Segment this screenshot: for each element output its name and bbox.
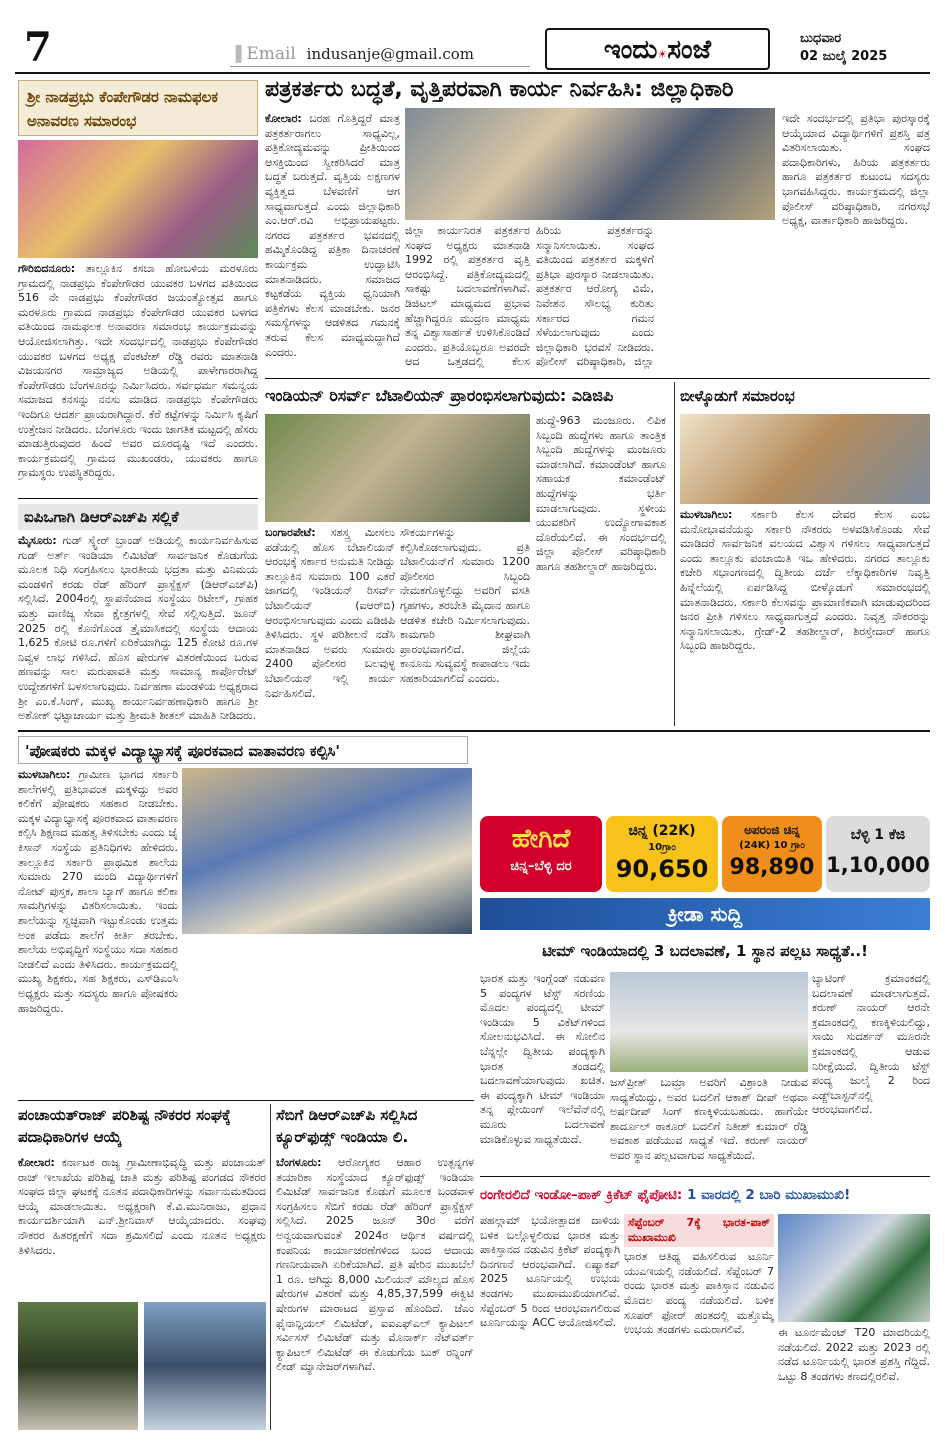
story2-headline: ಐಪಿಒಗಾಗಿ ಡಿಆರ್‌ಎಚ್‌ಪಿ ಸಲ್ಲಿಕೆ — [18, 504, 258, 530]
biliko-photo — [680, 414, 930, 504]
sports2-photo — [778, 1214, 930, 1322]
page-number: 7 — [24, 24, 52, 71]
sebi-headline: ಸೆಬಿಗೆ ಡಿಆರ್‌ಎಚ್‌ಪಿ ಸಲ್ಲಿಸಿದ ಕ್ಯೂರ್‌ಫುಡ್ಸ್ ಇಂಡಿಯಾ ಲಿ. — [276, 1106, 418, 1146]
gold22-label: ಚಿನ್ನ (22K) — [628, 823, 696, 839]
irb-photo — [265, 414, 530, 522]
biliko-dateline: ಮುಳಬಾಗಿಲು: — [680, 508, 733, 521]
top-story-col4-a — [660, 112, 790, 370]
gold24-value: 98,890 — [729, 855, 815, 880]
story3-text: ಗ್ರಾಮೀಣ ಭಾಗದ ಸರ್ಕಾರಿ ಶಾಲೆಗಳಲ್ಲಿ ಪ್ರತಿಭಾವಂತ ಮಕ್ಕಳಿದ್ದು ಅವರ ಕಲಿಕೆಗೆ ಪೋಷಕರು ಸಹಕಾರ ನೀಡಬೇಕು. ಮಕ್ಕಳ ವಿದ್ಯಾಭ್ಯಾಸಕ್ಕೆ ಪೂರಕವಾದ ವಾತಾವರಣ ಕಲ್ಪಿಸಿ ಶಿಕ್ಷಣದ ಮಹತ್ವ ತಿಳಿಸಬೇಕು ಎಂದು ಜೈ ಕಿಸಾನ್ ಸಂಸ್ಥೆಯ ಪ್ರತಿನಿಧಿಗಳು ಹೇಳಿದರು. ತಾಲ್ಲೂಕಿನ ಸರ್ಕಾರಿ ಪ್ರಾಥಮಿಕ ಶಾಲೆಯ ಸುಮಾರು 270 ಮಂದಿ ವಿದ್ಯಾರ್ಥಿಗಳಿಗೆ ನೋಟ್ ಪುಸ್ತಕ, ಶಾಲಾ ಬ್ಯಾಗ್ ಹಾಗೂ ಕಲಿಕಾ ಸಾಮಗ್ರಿಗಳನ್ನು ವಿತರಿಸಲಾಯಿತು. ಇಂದು ಶಾಲೆಯನ್ನು ಸ್ವಚ್ಛವಾಗಿ ಇಟ್ಟುಕೊಂಡು ಉತ್ತಮ ಅಂಕ ಪಡೆದು ಶಾಲೆಗೆ ಕೀರ್ತಿ ತರಬೇಕು. ಶಾಲೆಯ ಅಭಿವೃದ್ಧಿಗೆ ಸಂಸ್ಥೆಯು ಸದಾ ಸಹಕಾರ ನೀಡಲಿದೆ ಎಂದು ತಿಳಿಸಿದರು. ಕಾರ್ಯಕ್ರಮದಲ್ಲಿ ಮುಖ್ಯ ಶಿಕ್ಷಕರು, ಸಹ ಶಿಕ್ಷಕರು, ಎಸ್‌ಡಿಎಂಸಿ ಅಧ್ಯಕ್ಷರು ಮತ್ತು ಸದಸ್ಯರು ಹಾಗೂ ಪೋಷಕರು ಹಾಜರಿದ್ದರು. — [18, 768, 178, 1015]
sports-headline2-a: ರಂಗೇರಲಿದೆ ಇಂಡೋ–ಪಾಕ್ ಕ್ರಿಕೆಟ್ ಫೈಪೋಟಿ: — [480, 1187, 683, 1203]
sports1-photo — [610, 972, 808, 1072]
masthead — [545, 28, 770, 70]
story3-dateline: ಮುಳಬಾಗಿಲು: — [18, 768, 71, 781]
top-story-headline: ಪತ್ರಕರ್ತರು ಬದ್ಧತೆ, ವೃತ್ತಿಪರವಾಗಿ ಕಾರ್ಯ ನಿರ್ವಹಿಸಿ: ಜಿಲ್ಲಾಧಿಕಾರಿ — [265, 77, 734, 102]
story2-body — [18, 534, 258, 724]
sports2-col2-text: ಭಾರತ ಆತಿಥ್ಯ ವಹಿಸಲಿರುವ ಟೂರ್ನಿ ಯುಎಇಯಲ್ಲಿ ನಡೆಯಲಿದೆ. ಸೆಪ್ಟೆಂಬರ್ 7 ರಂದು ಭಾರತ ಮತ್ತು ಪಾಕಿಸ್ತಾನ ನಡುವಿನ ಮೊದಲ ಪಂದ್ಯ ನಡೆಯಲಿದೆ. ಬಳಿಕ ಸೂಪರ್ ಫೋರ್ ಹಂತದಲ್ಲಿ ಮತ್ತೊಮ್ಮೆ ಉಭಯ ತಂಡಗಳು ಎದುರಾಗಲಿವೆ. — [624, 1250, 774, 1337]
sebi-divider — [270, 1104, 271, 1430]
story3-rule — [18, 1100, 474, 1101]
sports2-box-title: ಸೆಪ್ಟೆಂಬರ್ 7ಕ್ಕೆ ಭಾರತ-ಪಾಕ್ ಮುಖಾಮುಖಿ — [624, 1214, 774, 1247]
biliko-headline: ಬೀಳ್ಕೊಡುಗೆ ಸಮಾರಂಭ — [680, 387, 795, 405]
sports-headline1: ಟೀಮ್ ಇಂಡಿಯಾದಲ್ಲಿ 3 ಬದಲಾವಣೆ, 1 ಸ್ಥಾನ ಪಲ್ಲಟ ಸಾಧ್ಯತೆ..! — [542, 942, 868, 960]
sports-rule — [480, 1176, 930, 1177]
story1-rule — [18, 498, 258, 499]
email-label: Email — [246, 44, 296, 64]
top-story-col3: ಹಿರಿಯ ಪತ್ರಕರ್ತರನ್ನು ಸನ್ಮಾನಿಸಲಾಯಿತು. ಸಂಘದ ವತಿಯಿಂದ ಪತ್ರಕರ್ತರ ಮಕ್ಕಳಿಗೆ ಪ್ರತಿಭಾ ಪುರಸ್ಕಾರ ನೀಡಲಾಯಿತು. ಪತ್ರಕರ್ತರ ಆರೋಗ್ಯ ವಿಮೆ, ನಿವೇಶನ ಸೌಲಭ್ಯ ಕುರಿತು ಸರ್ಕಾರದ ಗಮನ ಸೆಳೆಯಲಾಗುವುದು ಎಂದು ಜಿಲ್ಲಾಧಿಕಾರಿ ಭರವಸೆ ನೀಡಿದರು. ಪೊಲೀಸ್ ವರಿಷ್ಠಾಧಿಕಾರಿ, ಜಿಲ್ಲಾ — [536, 224, 654, 369]
story4-text: ಕರ್ನಾಟಕ ರಾಜ್ಯ ಗ್ರಾಮೀಣಾಭಿವೃದ್ಧಿ ಮತ್ತು ಪಂಚಾಯತ್ ರಾಜ್ ಇಲಾಖೆಯ ಪರಿಶಿಷ್ಟ ಜಾತಿ ಮತ್ತು ಪರಿಶಿಷ್ಟ ಪಂಗಡದ ನೌಕರರ ಸಂಘದ ಜಿಲ್ಲಾ ಘಟಕಕ್ಕೆ ನೂತನ ಪದಾಧಿಕಾರಿಗಳನ್ನು ಸರ್ವಾನುಮತದಿಂದ ಆಯ್ಕೆ ಮಾಡಲಾಯಿತು. ಅಧ್ಯಕ್ಷರಾಗಿ ಕೆ.ವಿ.ಮುನಿರಾಜು, ಪ್ರಧಾನ ಕಾರ್ಯದರ್ಶಿಯಾಗಿ ಎನ್.ಶ್ರೀನಿವಾಸ್ ಆಯ್ಕೆಯಾದರು. ಸಂಘವು ನೌಕರರ ಹಿತರಕ್ಷಣೆಗೆ ಸದಾ ಶ್ರಮಿಸಲಿದೆ ಎಂದು ನೂತನ ಅಧ್ಯಕ್ಷರು ತಿಳಿಸಿದರು. — [18, 1156, 266, 1257]
sports1-col1: ಭಾರತ ಮತ್ತು ಇಂಗ್ಲೆಂಡ್ ನಡುವಣ 5 ಪಂದ್ಯಗಳ ಟೆಸ್ಟ್ ಸರಣಿಯ ಮೊದಲ ಪಂದ್ಯದಲ್ಲಿ ಟೀಮ್ ಇಂಡಿಯಾ 5 ವಿಕೆಟ್‌ಗಳಿಂದ ಸೋಲನುಭವಿಸಿದೆ. ಈ ಸೋಲಿನ ಬೆನ್ನಲ್ಲೇ ದ್ವಿತೀಯ ಪಂದ್ಯಕ್ಕಾಗಿ ಭಾರತ ತಂಡದಲ್ಲಿ ಬದಲಾವಣೆಯಾಗುವುದು ಖಚಿತ. ಈ ಪಂದ್ಯಕ್ಕಾಗಿ ಟೀಮ್ ಇಂಡಿಯಾ ತನ್ನ ಪ್ಲೇಯಿಂಗ್ ಇಲೆವೆನ್‌ನಲ್ಲಿ ಮೂರು ಬದಲಾವಣೆ ಮಾಡಿಕೊಳ್ಳುವ ಸಾಧ್ಯತೆಯಿದೆ. — [480, 972, 605, 1146]
irb-col2: ಸೌಕರ್ಯಗಳನ್ನು ಕಲ್ಪಿಸಿಕೊಡಲಾಗುವುದು. ಪ್ರತಿ ಬೆಟಾಲಿಯನ್‌ಗೆ ಸುಮಾರು 1200 ಪೊಲೀಸರ ಸಿಬ್ಬಂದಿ ನೇಮಕಗೊಳ್ಳಲಿದ್ದು ಅವರಿಗೆ ವಸತಿ ಗೃಹಗಳು, ತರಬೇತಿ ಮೈದಾನ ಹಾಗೂ ಆಡಳಿತ ಕಚೇರಿ ನಿರ್ಮಿಸಲಾಗುವುದು. ಕಾಮಗಾರಿ ಶೀಘ್ರವಾಗಿ ಪ್ರಾರಂಭವಾಗಲಿದೆ. ಜಿಲ್ಲೆಯ ಕಾನೂನು ಸುವ್ಯವಸ್ಥೆ ಕಾಪಾಡಲು ಇದು ಸಹಕಾರಿಯಾಗಲಿದೆ ಎಂದರು. — [400, 526, 530, 685]
sebi-body — [276, 1156, 474, 1430]
top-story-dateline: ಕೋಲಾರ: — [265, 112, 302, 125]
irb-headline: ಇಂಡಿಯನ್ ರಿಸರ್ವ್ ಬೆಟಾಲಿಯನ್ ಪ್ರಾರಂಭಿಸಲಾಗುವುದು: ಎಡಿಜಿಪಿ — [265, 386, 614, 405]
story1-headline: ಶ್ರೀ ನಾಡಪ್ರಭು ಕೆಂಪೇಗೌಡರ ನಾಮಫಲಕ ಅನಾವರಣ ಸಮಾರಂಭ — [18, 80, 258, 136]
sports2-col1: ಪಹಲ್ಗಾಮ್ ಭಯೋತ್ಪಾದಕ ದಾಳಿಯ ಬಳಿಕ ಬಲ್ಗೊಳ್ಳಲಿರುವ ಭಾರತ ಮತ್ತು ಪಾಕಿಸ್ತಾನದ ನಡುವಿನ ಕ್ರಿಕೆಟ್ ಪಂದ್ಯಕ್ಕಾಗಿ ದಿನಗಣನೆ ಆರಂಭವಾಗಿದೆ. ಏಷ್ಯಾಕಪ್ 2025 ಟೂರ್ನಿಯಲ್ಲಿ ಉಭಯ ತಂಡಗಳು ಮುಖಾಮುಖಿಯಾಗಲಿವೆ. ಸೆಪ್ಟೆಂಬರ್ 5 ರಿಂದ ಆರಂಭವಾಗಲಿರುವ ಟೂರ್ನಿಯನ್ನು ACC ಆಯೋಜಿಸಲಿದೆ. — [480, 1214, 620, 1330]
story1-text: ತಾಲ್ಲೂಕಿನ ಕಸಬಾ ಹೋಬಳಿಯ ಮರಳೂರು ಗ್ರಾಮದಲ್ಲಿ ನಾಡಪ್ರಭು ಕೆಂಪೇಗೌಡರ ಯುವಕರ ಬಳಗದ ವತಿಯಿಂದ 516 ನೇ ನಾಡಪ್ರಭು ಕೆಂಪೇಗೌಡರ ಜಯಂತ್ಯೋತ್ಸವ ಹಾಗೂ ಮರಳೂರು ಗ್ರಾಮದ ನಾಡಪ್ರಭು ಕೆಂಪೇಗೌಡರ ಯುವಕರ ಬಳಗದ ವತಿಯಿಂದ ನಾಮಫಲಕ ಅನಾವರಣ ಸಮಾರಂಭ ಕಾರ್ಯಕ್ರಮವನ್ನು ಆಯೋಜಿಸಲಾಗಿತ್ತು. ಇದೇ ಸಂದರ್ಭದಲ್ಲಿ ನಾಡಪ್ರಭು ಕೆಂಪೇಗೌಡರ ಯುವಕರ ಬಳಗದ ಅಧ್ಯಕ್ಷ ವೆಂಕಟೇಶ್ ರೆಡ್ಡಿ ರವರು ಮಾತನಾಡಿ ವಿಜಯನಗರ ಸಾಮ್ರಾಜ್ಯದ ಅಡಿಯಲ್ಲಿ ಪಾಳೇಗಾರರಾಗಿದ್ದ ಕೆಂಪೇಗೌಡರು ಬೆಂಗಳೂರನ್ನು ನಿರ್ಮಿಸಿದರು. ಸರ್ವಧರ್ಮ ಸಮನ್ವಯ ಸಮಾಜದ ಕನಸನ್ನು ನನಸು ಮಾಡಿದ ನಾಡಪ್ರಭು ಕೆಂಪೇಗೌಡರು ಇಂದಿಗೂ ಆದರ್ಶ ಪ್ರಾಯರಾಗಿದ್ದಾರೆ. ಕೆರೆ ಕಟ್ಟೆಗಳನ್ನು ನಿರ್ಮಿಸಿ ಕೃಷಿಗೆ ಉತ್ತೇಜನ ನೀಡಿದರು. ಬೆಂಗಳೂರು ಇಂದು ಜಾಗತಿಕ ಮಟ್ಟದಲ್ಲಿ ಹೆಸರು ಮಾಡುತ್ತಿರುವುದರ ಹಿಂದೆ ಅವರ ದೂರದೃಷ್ಟಿ ಇದೆ ಎಂದರು. ಕಾರ್ಯಕ್ರಮದಲ್ಲಿ ಗ್ರಾಮದ ಮುಖಂಡರು, ಯುವಕರು ಹಾಗೂ ಗ್ರಾಮಸ್ಥರು ಉಪಸ್ಥಿತರಿದ್ದರು. — [18, 262, 258, 480]
price-title-box — [480, 816, 602, 892]
story1-body — [18, 262, 258, 494]
price-title: ಹೇಗಿದೆ — [511, 824, 571, 854]
story3-photo — [182, 768, 472, 934]
gold22-box — [606, 816, 718, 892]
biliko-body — [680, 508, 930, 726]
story2-text: ಗುಡ್ ಸ್ಕ್ವೇರ್ ಬ್ರಾಂಡ್ ಅಡಿಯಲ್ಲಿ ಕಾರ್ಯನಿರ್ವಹಿಸುವ ಗುಡ್ ಅರ್ತ್ ಇಂಡಿಯಾ ಲಿಮಿಟೆಡ್ ಸಾರ್ವಜನಿಕ ಕೊಡುಗೆಯ ಮೂಲಕ ನಿಧಿ ಸಂಗ್ರಹಿಸಲು ಭಾರತೀಯ ಭದ್ರತಾ ಮತ್ತು ವಿನಿಮಯ ಮಂಡಳಿಗೆ ಕರಡು ರೆಡ್ ಹೆರಿಂಗ್ ಪ್ರಾಸ್ಪೆಕ್ಟಸ್ (ಡಿಆರ್‌ಎಚ್‌ಪಿ) ಸಲ್ಲಿಸಿದೆ. 2004ರಲ್ಲಿ ಸ್ಥಾಪನೆಯಾದ ಸಂಸ್ಥೆಯು ರಿಟೇಲ್, ಗ್ರಾಹಕ ಮತ್ತು ವಾಣಿಜ್ಯ ಸೇವಾ ಕ್ಷೇತ್ರಗಳಲ್ಲಿ ಸೇವೆ ಸಲ್ಲಿಸುತ್ತಿದೆ. ಜೂನ್ 2025 ರಲ್ಲಿ ಕೊನೆಗೊಂಡ ತ್ರೈಮಾಸಿಕದಲ್ಲಿ ಸಂಸ್ಥೆಯ ಆದಾಯ 1,625 ಕೋಟಿ ರೂ.ಗಳಿಗೆ ಏರಿಕೆಯಾಗಿದ್ದು 125 ಕೋಟಿ ರೂ.ಗಳ ನಿವ್ವಳ ಲಾಭ ಗಳಿಸಿದೆ. ಹೊಸ ಷೇರುಗಳ ವಿತರಣೆಯಿಂದ ಬರುವ ಹಣವನ್ನು ಸಾಲ ಮರುಪಾವತಿ ಮತ್ತು ಸಾಮಾನ್ಯ ಕಾರ್ಪೊರೇಟ್ ಉದ್ದೇಶಗಳಿಗೆ ಬಳಸಲಾಗುವುದು. ನಿರ್ವಹಣಾ ಮಂಡಳಿಯ ಅಧ್ಯಕ್ಷರಾದ ಶ್ರೀ ಎಂ.ಕೆ.ಸಿಂಗ್, ಮುಖ್ಯ ಕಾರ್ಯನಿರ್ವಹಣಾಧಿಕಾರಿ ಹಾಗೂ ಶ್ರೀ ಅಶೋಕ್ ಭಟ್ಟಾಚಾರ್ಯ ಮತ್ತು ಶ್ರೀಮತಿ ಶೀತಲ್ ಮಾಹಿತಿ ನೀಡಿದರು. — [18, 534, 258, 723]
sports-headline2-b: 1 ವಾರದಲ್ಲಿ 2 ಬಾರಿ ಮುಖಾಮುಖಿ! — [682, 1187, 851, 1203]
story4-photo-2 — [144, 1302, 266, 1430]
top-story-col1-text: ಬರಹ ಗೊತ್ತಿದ್ದರೆ ಮಾತ್ರ ಪತ್ರಕರ್ತರಾಗಲು ಸಾಧ್ಯವಿಲ್ಲ, ಪತ್ರಿಕೋದ್ಯಮವನ್ನು ಪ್ರೀತಿಯಿಂದ ಆಸಕ್ತಿಯಿಂದ ಸ್ವೀಕರಿಸಿದರೆ ಮಾತ್ರ ಬದ್ಧತೆ ಬರುತ್ತದೆ. ವೃತ್ತಿಯ ಲಕ್ಷಣಗಳ ವ್ಯಕ್ತಿತ್ವದ ಬೆಳವಣಿಗೆ ಆಗ ಸಾಧ್ಯವಾಗುತ್ತದೆ ಎಂದು ಜಿಲ್ಲಾಧಿಕಾರಿ ಎಂ.ಆರ್.ರವಿ ಅಭಿಪ್ರಾಯಪಟ್ಟರು. ನಗರದ ಪತ್ರಕರ್ತರ ಭವನದಲ್ಲಿ ಹಮ್ಮಿಕೊಂಡಿದ್ದ ಪತ್ರಿಕಾ ದಿನಾಚರಣೆ ಕಾರ್ಯಕ್ರಮ ಉದ್ಘಾಟಿಸಿ ಮಾತನಾಡಿದರು. ಸಮಾಜದ ಕಟ್ಟಕಡೆಯ ವ್ಯಕ್ತಿಯ ಧ್ವನಿಯಾಗಿ ಪತ್ರಿಕೆಗಳು ಕೆಲಸ ಮಾಡಬೇಕು. ಜನರ ಸಮಸ್ಯೆಗಳನ್ನು ಆಡಳಿತದ ಗಮನಕ್ಕೆ ತರುವ ಕೆಲಸ ಮಾಧ್ಯಮದ್ದಾಗಿದೆ ಎಂದರು. — [265, 112, 400, 359]
mail-icon: ▐ — [230, 45, 242, 63]
story3-col1 — [18, 768, 178, 1098]
email-line — [230, 44, 474, 64]
sports2-col2 — [624, 1214, 774, 1430]
irb-col1-text: ಸಶಸ್ತ್ರ ಮೀಸಲು ಪಡೆಯಲ್ಲಿ ಹೊಸ ಬೆಟಾಲಿಯನ್ ಆರಂಭಕ್ಕೆ ಸರ್ಕಾರ ಅನುಮತಿ ನೀಡಿದ್ದು ತಾಲ್ಲೂಕಿನ ಸುಮಾರು 100 ಎಕರೆ ಜಾಗದಲ್ಲಿ ಇಂಡಿಯನ್ ರಿಸರ್ವ್ ಬೆಟಾಲಿಯನ್ (ಐಆರ್‌ಬಿ) ಆರಂಭಿಸಲಾಗುವುದು ಎಂದು ಎಡಿಜಿಪಿ ತಿಳಿಸಿದರು. ಸ್ಥಳ ಪರಿಶೀಲನೆ ನಡೆಸಿ ಮಾತನಾಡಿದ ಅವರು ಸುಮಾರು 2400 ಪೊಲೀಸರ ಬಲವುಳ್ಳ ಬೆಟಾಲಿಯನ್ ಇಲ್ಲಿ ಕಾರ್ಯ ನಿರ್ವಹಿಸಲಿದೆ. — [265, 526, 395, 700]
sports-headline2 — [480, 1180, 930, 1210]
gold24-box — [722, 816, 822, 892]
mid-rule — [18, 730, 930, 732]
email-address[interactable]: indusanje@gmail.com — [306, 45, 474, 63]
sports2-col3: ಈ ಟೂರ್ನಮೆಂಟ್ T20 ಮಾದರಿಯಲ್ಲಿ ನಡೆಯಲಿದೆ. 2022 ಮತ್ತು 2023 ರಲ್ಲಿ ನಡೆದ ಟೂರ್ನಿಯಲ್ಲಿ ಭಾರತ ಪ್ರಶಸ್ತಿ ಗೆದ್ದಿದೆ. ಒಟ್ಟು 8 ತಂಡಗಳು ಕಣದಲ್ಲಿರಲಿವೆ. — [778, 1326, 930, 1383]
top-story-rule — [265, 378, 930, 379]
silver-value: 1,10,000 — [826, 853, 930, 877]
weekday: ಬುಧವಾರ — [800, 31, 842, 46]
top-story-col4: ಇದೇ ಸಂದರ್ಭದಲ್ಲಿ ಪ್ರತಿಭಾ ಪುರಸ್ಕಾರಕ್ಕೆ ಆಯ್ಕೆಯಾದ ವಿದ್ಯಾರ್ಥಿಗಳಿಗೆ ಪ್ರಶಸ್ತಿ ಪತ್ರ ವಿತರಿಸಲಾಯಿತು. ಸಂಘದ ಪದಾಧಿಕಾರಿಗಳು, ಹಿರಿಯ ಪತ್ರಕರ್ತರು ಹಾಗೂ ಪತ್ರಕರ್ತರ ಕುಟುಂಬ ಸದಸ್ಯರು ಭಾಗವಹಿಸಿದ್ದರು. ಕಾರ್ಯಕ್ರಮದಲ್ಲಿ ಜಿಲ್ಲಾ ಪೊಲೀಸ್ ವರಿಷ್ಠಾಧಿಕಾರಿ, ನಗರಸಭೆ ಅಧ್ಯಕ್ಷ, ವಾರ್ತಾಧಿಕಾರಿ ಹಾಜರಿದ್ದರು. — [782, 112, 930, 228]
sports-section-title: ಕ್ರೀಡಾ ಸುದ್ದಿ — [480, 898, 930, 930]
story3-headline: 'ಪೋಷಕರು ಮಕ್ಕಳ ವಿದ್ಯಾಭ್ಯಾಸಕ್ಕೆ ಪೂರಕವಾದ ವಾತಾವರಣ ಕಲ್ಪಿಸಿ' — [18, 736, 468, 764]
silver-box — [826, 816, 930, 892]
story4-headline: ಪಂಚಾಯತ್‌ರಾಜ್ ಪರಿಶಿಷ್ಟ ನೌಕರರ ಸಂಘಕ್ಕೆ ಪದಾಧಿಕಾರಿಗಳ ಆಯ್ಕೆ — [18, 1106, 231, 1146]
gold22-value: 90,650 — [615, 855, 709, 883]
masthead-right: ಸಂಜೆ — [667, 35, 712, 65]
story1-dateline: ಗೌರಿಬಿದನೂರು: — [18, 262, 76, 275]
top-story-col1 — [265, 112, 400, 370]
story4-dateline: ಕೋಲಾರ: — [18, 1156, 55, 1169]
irb-divider — [674, 382, 675, 726]
sebi-text: ಆರೋಗ್ಯಕರ ಆಹಾರ ಉತ್ಪನ್ನಗಳ ತಯಾರಿಕಾ ಸಂಸ್ಥೆಯಾದ ಕ್ಯೂರ್‌ಫುಡ್ಸ್ ಇಂಡಿಯಾ ಲಿಮಿಟೆಡ್ ಸಾರ್ವಜನಿಕ ಕೊಡುಗೆ ಮೂಲಕ ಬಂಡವಾಳ ಸಂಗ್ರಹಿಸಲು ಸೆಬಿಗೆ ಕರಡು ರೆಡ್ ಹೆರಿಂಗ್ ಪ್ರಾಸ್ಪೆಕ್ಟಸ್ ಸಲ್ಲಿಸಿದೆ. 2025 ಜೂನ್ 30ರ ವರೆಗೆ ಅನ್ವಯವಾಗುವಂತೆ 2024ರ ಆರ್ಥಿಕ ವರ್ಷದಲ್ಲಿ ಕಂಪನಿಯ ಕಾರ್ಯಾಚರಣೆಗಳಿಂದ ಬಂದ ಆದಾಯ ಗಣನೀಯವಾಗಿ ಏರಿಕೆಯಾಗಿದೆ. ಪ್ರತಿ ಷೇರಿನ ಮುಖಬೆಲೆ 1 ರೂ. ಆಗಿದ್ದು 8,000 ಮಿಲಿಯನ್ ಮೌಲ್ಯದ ಹೊಸ ಷೇರುಗಳ ವಿತರಣೆ ಮತ್ತು 4,85,37,599 ಈಕ್ವಿಟಿ ಷೇರುಗಳ ಮಾರಾಟದ ಪ್ರಸ್ತಾವ ಹೊಂದಿದೆ. ಜೆಎಂ ಫೈನಾನ್ಷಿಯಲ್ ಲಿಮಿಟೆಡ್, ಐಐಎಫ್‌ಎಲ್ ಕ್ಯಾಪಿಟಲ್ ಸರ್ವಿಸಸ್ ಲಿಮಿಟೆಡ್ ಮತ್ತು ಮೊನಾರ್ಕ್ ನೆಟ್‌ವರ್ತ್ ಕ್ಯಾಪಿಟಲ್ ಲಿಮಿಟೆಡ್ ಈ ಕೊಡುಗೆಯ ಬುಕ್ ರನ್ನಿಂಗ್ ಲೀಡ್ ಮ್ಯಾನೇಜರ್‌ಗಳಾಗಿವೆ. — [276, 1156, 474, 1374]
story1-photo — [18, 140, 258, 258]
masthead-left: ಇಂದು — [603, 35, 658, 65]
issue-date: 02 ಜುಲೈ 2025 — [800, 49, 888, 64]
top-story-col2: ಜಿಲ್ಲಾ ಕಾರ್ಯನಿರತ ಪತ್ರಕರ್ತರ ಸಂಘದ ಅಧ್ಯಕ್ಷರು ಮಾತನಾಡಿ 1992 ರಲ್ಲಿ ಪತ್ರಕರ್ತರ ವೃತ್ತಿ ಆರಂಭಿಸಿದ್ದೆ. ಪತ್ರಿಕೋದ್ಯಮದಲ್ಲಿ ಸಾಕಷ್ಟು ಬದಲಾವಣೆಗಳಾಗಿವೆ. ಡಿಜಿಟಲ್ ಮಾಧ್ಯಮದ ಪ್ರಭಾವ ಹೆಚ್ಚಾಗಿದ್ದರೂ ಮುದ್ರಣ ಮಾಧ್ಯಮ ತನ್ನ ವಿಶ್ವಾಸಾರ್ಹತೆ ಉಳಿಸಿಕೊಂಡಿದೆ ಎಂದರು. ಪ್ರತಿಯೊಬ್ಬರೂ ಅವರದೇ ಆದ ಒತ್ತಡದಲ್ಲಿ ಕೆಲಸ — [405, 224, 530, 369]
gold24-label: ಅಪರಂಜಿ ಚಿನ್ನ — [744, 823, 800, 837]
story2-dateline: ಮೈಸೂರು: — [18, 534, 57, 547]
gold24-unit: (24K) 10 ಗ್ರಾಂ — [739, 840, 805, 851]
story4-body — [18, 1156, 266, 1296]
email-underline — [230, 66, 530, 67]
sports1-col3: ಬ್ಯಾಟಿಂಗ್ ಕ್ರಮಾಂಕದಲ್ಲಿ ಬದಲಾವಣೆ ಮಾಡಲಾಗುತ್ತದೆ. ಕರುಣ್ ನಾಯರ್ ಆರನೇ ಕ್ರಮಾಂಕದಲ್ಲಿ ಕಣಕ್ಕಿಳಿಯಲಿದ್ದು, ಸಾಯಿ ಸುದರ್ಶನ್ ಮೂರನೇ ಕ್ರಮಾಂಕದಲ್ಲಿ ಆಡುವ ನಿರೀಕ್ಷೆಯಿದೆ. ದ್ವಿತೀಯ ಟೆಸ್ಟ್ ಪಂದ್ಯ ಜುಲೈ 2 ರಿಂದ ಎಡ್ಜ್‌ಬಾಸ್ಟನ್‌ನಲ್ಲಿ ಆರಂಭವಾಗಲಿದೆ. — [812, 972, 930, 1117]
silver-label: ಬೆಳ್ಳಿ 1 ಕೆಜಿ — [850, 827, 906, 843]
sun-icon: ☀ — [657, 48, 668, 61]
irb-col3: ಹುದ್ದೆ-963 ಮಂಜೂರು. ಲಿಪಿಕ ಸಿಬ್ಬಂದಿ ಹುದ್ದೆಗಳು ಹಾಗೂ ತಾಂತ್ರಿಕ ಸಿಬ್ಬಂದಿ ಹುದ್ದೆಗಳನ್ನು ಮಂಜೂರು ಮಾಡಲಾಗಿದೆ. ಕಮಾಂಡೆಂಟ್ ಹಾಗೂ ಸಹಾಯಕ ಕಮಾಂಡೆಂಟ್ ಹುದ್ದೆಗಳನ್ನು ಭರ್ತಿ ಮಾಡಲಾಗುವುದು. ಸ್ಥಳೀಯ ಯುವಕರಿಗೆ ಉದ್ಯೋಗಾವಕಾಶ ದೊರೆಯಲಿದೆ. ಈ ಸಂದರ್ಭದಲ್ಲಿ ಜಿಲ್ಲಾ ಪೊಲೀಸ್ ವರಿಷ್ಠಾಧಿಕಾರಿ ಹಾಗೂ ತಹಶೀಲ್ದಾರ್ ಹಾಜರಿದ್ದರು. — [536, 414, 666, 573]
date-block — [800, 30, 887, 66]
story3-col2 — [182, 940, 472, 1098]
gold22-unit: 10ಗ್ರಾಂ — [648, 842, 676, 853]
story4-photo-1 — [18, 1302, 138, 1430]
sebi-dateline: ಬೆಂಗಳೂರು: — [276, 1156, 322, 1169]
irb-col1 — [265, 526, 395, 726]
sports1-col2: ಜಸ್‌ಪ್ರೀತ್ ಬುಮ್ರಾ ಅವರಿಗೆ ವಿಶ್ರಾಂತಿ ನೀಡುವ ಸಾಧ್ಯತೆಯಿದ್ದು, ಅವರ ಬದಲಿಗೆ ಆಕಾಶ್ ದೀಪ್ ಅಥವಾ ಅರ್ಷದೀಪ್ ಸಿಂಗ್ ಕಣಕ್ಕಿಳಿಯಬಹುದು. ಹಾಗೆಯೇ ಶಾರ್ದೂಲ್ ಠಾಕೂರ್ ಬದಲಿಗೆ ನಿತೀಶ್ ಕುಮಾರ್ ರೆಡ್ಡಿ ಅವಕಾಶ ಪಡೆಯುವ ಸಾಧ್ಯತೆ ಇದೆ. ಕರುಣ್ ನಾಯರ್ ಅವರ ಸ್ಥಾನ ಪಲ್ಲಟವಾಗುವ ಸಾಧ್ಯತೆಯಿದೆ. — [610, 1076, 808, 1162]
irb-dateline: ಬಂಗಾರಪೇಟೆ: — [265, 526, 316, 539]
price-subtitle: ಚಿನ್ನ–ಬೆಳ್ಳಿ ದರ — [510, 859, 572, 874]
biliko-text: ಸರ್ಕಾರಿ ಕೆಲಸ ದೇವರ ಕೆಲಸ ಎಂಬ ಮನೋಭಾವನೆಯನ್ನು ಸರ್ಕಾರಿ ನೌಕರರು ಅಳವಡಿಸಿಕೊಂಡು ಸೇವೆ ಮಾಡಿದರೆ ಸಾರ್ವಜನಿಕ ವಲಯದ ವಿಶ್ವಾಸ ಗಳಿಸಲು ಸಾಧ್ಯವಾಗುತ್ತದೆ ಎಂದು ತಾಲ್ಲೂಕು ಪಂಚಾಯಿತಿ ಇಒ ಹೇಳಿದರು. ನಗರದ ತಾಲ್ಲೂಕು ಕಚೇರಿ ಸಭಾಂಗಣದಲ್ಲಿ ದ್ವಿತೀಯ ದರ್ಜೆ ಲೆಕ್ಕಾಧಿಕಾರಿಗಳ ನಿವೃತ್ತಿ ಹಿನ್ನೆಲೆಯಲ್ಲಿ ಏರ್ಪಡಿಸಿದ್ದ ಬೀಳ್ಕೊಡುಗೆ ಸಮಾರಂಭದಲ್ಲಿ ಮಾತನಾಡಿದರು. ಸರ್ಕಾರಿ ಕೆಲಸವನ್ನು ಪ್ರಾಮಾಣಿಕವಾಗಿ ಮಾಡುವುದರಿಂದ ಜನರ ಪ್ರೀತಿ ಗಳಿಸಲು ಸಾಧ್ಯವಾಗುತ್ತದೆ ಎಂದರು. ನಿವೃತ್ತ ನೌಕರರನ್ನು ಸನ್ಮಾನಿಸಲಾಯಿತು. ಗ್ರೇಡ್-2 ತಹಶೀಲ್ದಾರ್, ಶಿರಸ್ತೇದಾರ್ ಹಾಗೂ ಸಿಬ್ಬಂದಿ ಹಾಜರಿದ್ದರು. — [680, 508, 930, 653]
